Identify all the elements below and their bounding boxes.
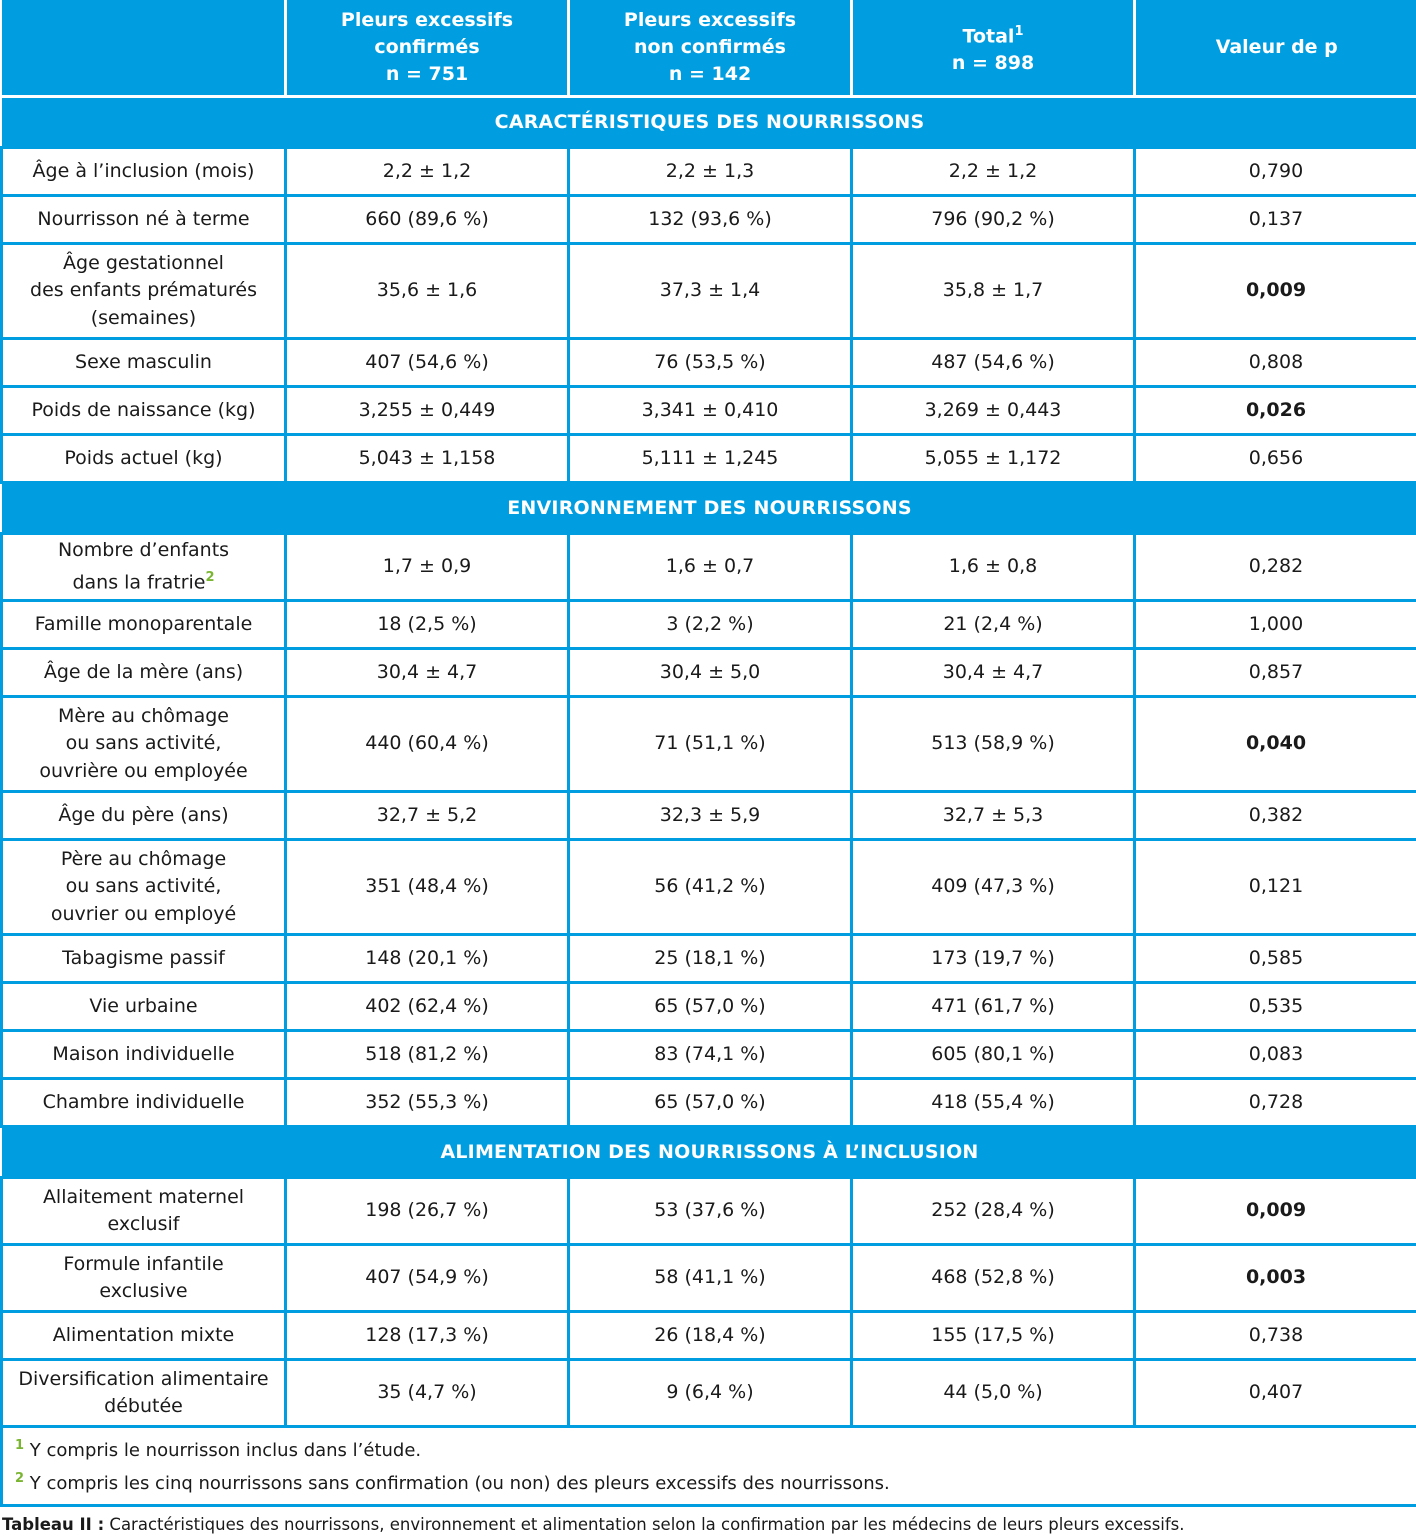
- table-row: [2, 435, 1416, 483]
- value-confirmed: 440 (60,4 %): [286, 697, 569, 792]
- value-unconfirmed: 132 (93,6 %): [569, 196, 852, 244]
- value-total: 2,2 ± 1,2: [852, 148, 1135, 196]
- p-value: 0,026: [1135, 387, 1416, 435]
- p-value: 0,009: [1135, 244, 1416, 339]
- value-total: 44 (5,0 %): [852, 1360, 1135, 1427]
- table-row: [2, 1079, 1416, 1127]
- row-label: Poids de naissance (kg): [2, 387, 286, 435]
- header-p-value: Valeur de p: [1135, 0, 1416, 97]
- footnote-2: $^2$ Y compris les cinq nourrissons sans confirmation (ou non) des pleurs excessifs des nourrissons.: [15, 1471, 890, 1494]
- value-total: 1,6 ± 0,8: [852, 534, 1135, 601]
- p-value: 0,282: [1135, 534, 1416, 601]
- value-total: 796 (90,2 %): [852, 196, 1135, 244]
- value-total: 35,8 ± 1,7: [852, 244, 1135, 339]
- value-confirmed: 351 (48,4 %): [286, 840, 569, 935]
- row-label: Tabagisme passif: [2, 935, 286, 983]
- value-unconfirmed: 56 (41,2 %): [569, 840, 852, 935]
- value-confirmed: 30,4 ± 4,7: [286, 649, 569, 697]
- table-row: [2, 1312, 1416, 1360]
- p-value: 0,083: [1135, 1031, 1416, 1079]
- p-value: 0,535: [1135, 983, 1416, 1031]
- footnote-1: $^1$ Y compris le nourrisson inclus dans l’étude.: [15, 1438, 422, 1461]
- p-value: 0,003: [1135, 1245, 1416, 1312]
- table-body: [2, 97, 1416, 1427]
- row-label: Allaitement maternel exclusif: [2, 1178, 286, 1245]
- value-total: 252 (28,4 %): [852, 1178, 1135, 1245]
- section-header-row: [2, 483, 1416, 534]
- row-label: Maison individuelle: [2, 1031, 286, 1079]
- value-confirmed: 18 (2,5 %): [286, 601, 569, 649]
- header-total: Total$^1$ n = 898: [852, 0, 1135, 97]
- p-value: 0,656: [1135, 435, 1416, 483]
- value-total: 418 (55,4 %): [852, 1079, 1135, 1127]
- value-unconfirmed: 25 (18,1 %): [569, 935, 852, 983]
- caption-label: Tableau II :: [2, 1515, 105, 1534]
- p-value: 0,808: [1135, 339, 1416, 387]
- value-unconfirmed: 37,3 ± 1,4: [569, 244, 852, 339]
- header-confirmed: Pleurs excessifs confirmés n = 751: [286, 0, 569, 97]
- p-value: 0,040: [1135, 697, 1416, 792]
- table-row: [2, 244, 1416, 339]
- row-label: Sexe masculin: [2, 339, 286, 387]
- section-title: CARACTÉRISTIQUES DES NOURRISSONS: [2, 97, 1416, 148]
- p-value: 0,009: [1135, 1178, 1416, 1245]
- table-row: [2, 387, 1416, 435]
- value-confirmed: 1,7 ± 0,9: [286, 534, 569, 601]
- value-confirmed: 2,2 ± 1,2: [286, 148, 569, 196]
- value-confirmed: 35,6 ± 1,6: [286, 244, 569, 339]
- p-value: 0,382: [1135, 792, 1416, 840]
- value-unconfirmed: 5,111 ± 1,245: [569, 435, 852, 483]
- value-confirmed: 3,255 ± 0,449: [286, 387, 569, 435]
- row-label: Alimentation mixte: [2, 1312, 286, 1360]
- table-row: [2, 840, 1416, 935]
- value-total: 471 (61,7 %): [852, 983, 1135, 1031]
- value-unconfirmed: 53 (37,6 %): [569, 1178, 852, 1245]
- row-label: Âge à l’inclusion (mois): [2, 148, 286, 196]
- value-unconfirmed: 71 (51,1 %): [569, 697, 852, 792]
- value-total: 3,269 ± 0,443: [852, 387, 1135, 435]
- value-confirmed: 352 (55,3 %): [286, 1079, 569, 1127]
- value-confirmed: 407 (54,6 %): [286, 339, 569, 387]
- value-unconfirmed: 65 (57,0 %): [569, 983, 852, 1031]
- footnotes: [2, 1427, 1416, 1506]
- value-confirmed: 198 (26,7 %): [286, 1178, 569, 1245]
- value-unconfirmed: 3,341 ± 0,410: [569, 387, 852, 435]
- p-value: 0,407: [1135, 1360, 1416, 1427]
- value-unconfirmed: 1,6 ± 0,7: [569, 534, 852, 601]
- value-total: 30,4 ± 4,7: [852, 649, 1135, 697]
- value-unconfirmed: 26 (18,4 %): [569, 1312, 852, 1360]
- table-caption: [0, 1507, 1416, 1534]
- value-total: 155 (17,5 %): [852, 1312, 1135, 1360]
- table-row: [2, 148, 1416, 196]
- row-label: Nombre d’enfants dans la fratrie$^2$: [2, 534, 286, 601]
- value-unconfirmed: 2,2 ± 1,3: [569, 148, 852, 196]
- p-value: 0,137: [1135, 196, 1416, 244]
- table-row: [2, 1178, 1416, 1245]
- row-label: Poids actuel (kg): [2, 435, 286, 483]
- value-total: 605 (80,1 %): [852, 1031, 1135, 1079]
- table-row: [2, 1360, 1416, 1427]
- value-total: 409 (47,3 %): [852, 840, 1135, 935]
- table-row: [2, 983, 1416, 1031]
- value-unconfirmed: 83 (74,1 %): [569, 1031, 852, 1079]
- value-confirmed: 5,043 ± 1,158: [286, 435, 569, 483]
- section-header-row: [2, 1127, 1416, 1178]
- header-unconfirmed: Pleurs excessifs non confirmés n = 142: [569, 0, 852, 97]
- section-title: ALIMENTATION DES NOURRISSONS À L’INCLUSION: [2, 1127, 1416, 1178]
- p-value: 0,121: [1135, 840, 1416, 935]
- p-value: 0,728: [1135, 1079, 1416, 1127]
- row-label: Diversification alimentaire débutée: [2, 1360, 286, 1427]
- caption-text: Caractéristiques des nourrissons, environnement et alimentation selon la confirmation par les médecins de leurs pleurs excessifs.: [109, 1515, 1185, 1534]
- value-confirmed: 32,7 ± 5,2: [286, 792, 569, 840]
- p-value: 0,857: [1135, 649, 1416, 697]
- footnote-mark: 2: [205, 570, 215, 586]
- value-unconfirmed: 58 (41,1 %): [569, 1245, 852, 1312]
- value-unconfirmed: 3 (2,2 %): [569, 601, 852, 649]
- value-total: 173 (19,7 %): [852, 935, 1135, 983]
- row-label: Père au chômage ou sans activité, ouvrier ou employé: [2, 840, 286, 935]
- value-unconfirmed: 76 (53,5 %): [569, 339, 852, 387]
- table-row: [2, 649, 1416, 697]
- footnotes-row: [2, 1427, 1416, 1506]
- row-label: Famille monoparentale: [2, 601, 286, 649]
- value-total: 32,7 ± 5,3: [852, 792, 1135, 840]
- value-total: 513 (58,9 %): [852, 697, 1135, 792]
- value-confirmed: 407 (54,9 %): [286, 1245, 569, 1312]
- table-row: [2, 697, 1416, 792]
- row-label: Âge de la mère (ans): [2, 649, 286, 697]
- value-total: 487 (54,6 %): [852, 339, 1135, 387]
- value-confirmed: 35 (4,7 %): [286, 1360, 569, 1427]
- row-label: Vie urbaine: [2, 983, 286, 1031]
- value-unconfirmed: 65 (57,0 %): [569, 1079, 852, 1127]
- value-confirmed: 518 (81,2 %): [286, 1031, 569, 1079]
- table-row: [2, 601, 1416, 649]
- row-label: Âge gestationnel des enfants prématurés (semaines): [2, 244, 286, 339]
- section-title: ENVIRONNEMENT DES NOURRISSONS: [2, 483, 1416, 534]
- row-label: Chambre individuelle: [2, 1079, 286, 1127]
- table-row: [2, 196, 1416, 244]
- row-label: Nourrisson né à terme: [2, 196, 286, 244]
- p-value: 1,000: [1135, 601, 1416, 649]
- row-label: Mère au chômage ou sans activité, ouvrière ou employée: [2, 697, 286, 792]
- table-row: [2, 792, 1416, 840]
- value-confirmed: 402 (62,4 %): [286, 983, 569, 1031]
- value-total: 5,055 ± 1,172: [852, 435, 1135, 483]
- p-value: 0,585: [1135, 935, 1416, 983]
- value-unconfirmed: 9 (6,4 %): [569, 1360, 852, 1427]
- table-row: [2, 534, 1416, 601]
- p-value: 0,790: [1135, 148, 1416, 196]
- table-header-row: [2, 0, 1416, 97]
- value-unconfirmed: 32,3 ± 5,9: [569, 792, 852, 840]
- header-empty-cell: [2, 0, 286, 97]
- row-label: Formule infantile exclusive: [2, 1245, 286, 1312]
- value-total: 468 (52,8 %): [852, 1245, 1135, 1312]
- value-confirmed: 128 (17,3 %): [286, 1312, 569, 1360]
- table-row: [2, 1031, 1416, 1079]
- table-row: [2, 339, 1416, 387]
- value-confirmed: 148 (20,1 %): [286, 935, 569, 983]
- value-total: 21 (2,4 %): [852, 601, 1135, 649]
- row-label: Âge du père (ans): [2, 792, 286, 840]
- p-value: 0,738: [1135, 1312, 1416, 1360]
- value-confirmed: 660 (89,6 %): [286, 196, 569, 244]
- value-unconfirmed: 30,4 ± 5,0: [569, 649, 852, 697]
- header-total-footnote-mark: 1: [1014, 23, 1024, 39]
- table-row: [2, 935, 1416, 983]
- section-header-row: [2, 97, 1416, 148]
- table-row: [2, 1245, 1416, 1312]
